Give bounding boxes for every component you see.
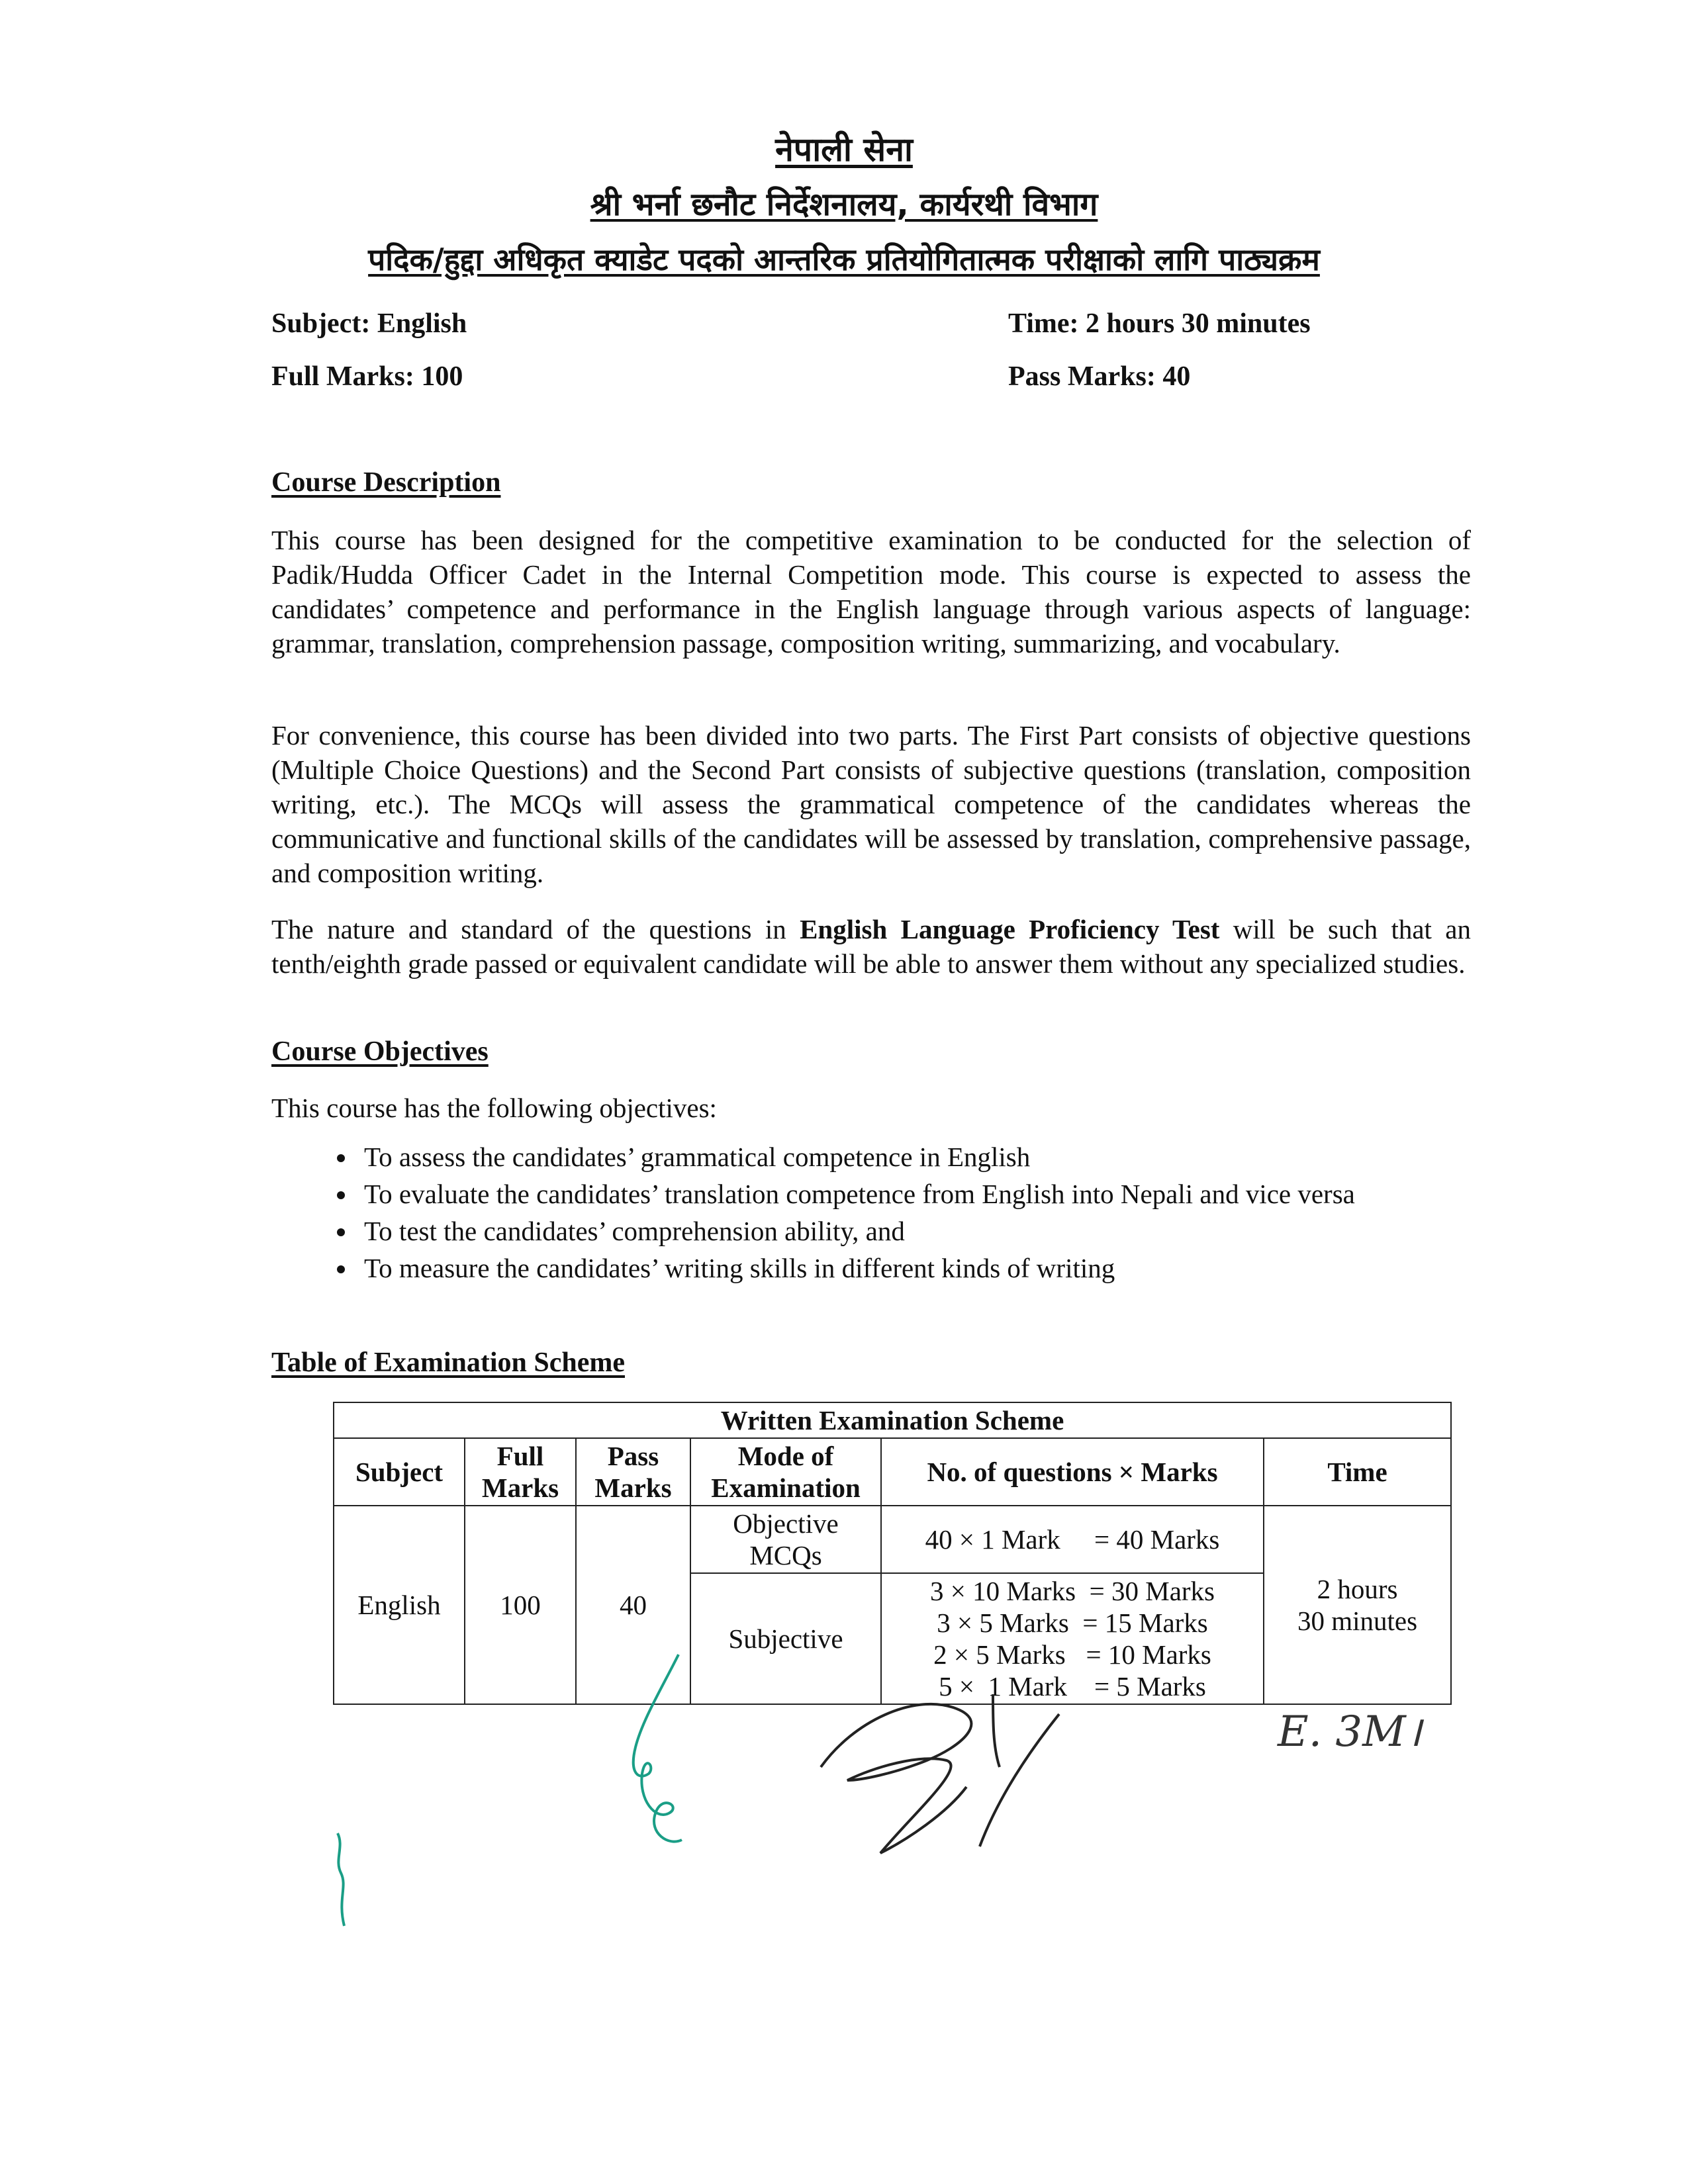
header-line-3: पदिक/हुद्दा अधिकृत क्याडेट पदको आन्तरिक प्रतियोगितात्मक परीक्षाको लागि पाठ्यक्रम xyxy=(368,242,1320,277)
subject-label: Subject: English xyxy=(271,308,467,339)
p3-bold: English Language Proficiency Test xyxy=(800,914,1220,944)
cell-time xyxy=(1264,1506,1451,1704)
course-objectives-title: Course Objectives xyxy=(271,1036,489,1067)
cell-objective-1: Objective xyxy=(733,1508,839,1539)
objective-item: • To test the candidates’ comprehension ability, and xyxy=(357,1212,1496,1250)
signature-green xyxy=(616,1648,728,1866)
objectives-list xyxy=(311,1138,1496,1287)
full-marks-label: Full Marks: 100 xyxy=(271,361,463,392)
time-label: Time: 2 hours 30 minutes xyxy=(1008,308,1311,339)
exam-scheme-table xyxy=(333,1402,1452,1705)
subjective-marks-line: 3 × 5 Marks = 15 Marks xyxy=(937,1608,1208,1638)
header-mode xyxy=(690,1438,881,1506)
cell-objective-2: MCQs xyxy=(749,1540,822,1570)
subjective-marks-line: 3 × 10 Marks = 30 Marks xyxy=(929,1576,1215,1606)
header-subject: Subject xyxy=(334,1438,465,1506)
subjective-marks-line: 2 × 5 Marks = 10 Marks xyxy=(933,1639,1211,1670)
p3-end: will be such that an tenth/eighth grade passed or equivalent candidate will be able to answer them without any specialized studies. xyxy=(271,914,1471,979)
header-questions: No. of questions × Marks xyxy=(881,1438,1264,1506)
header-line-1: नेपाली सेना xyxy=(775,130,913,169)
objective-item: • To assess the candidates’ grammatical competence in English xyxy=(357,1138,1496,1175)
description-paragraph-3 xyxy=(271,912,1471,981)
header-pass-marks xyxy=(576,1438,690,1506)
cell-subjective: Subjective xyxy=(690,1573,881,1704)
cell-objective xyxy=(690,1506,881,1573)
signature-small-green xyxy=(324,1827,364,1933)
cell-pass-marks: 40 xyxy=(576,1506,690,1704)
header-line-2: श्री भर्ना छनौट निर्देशनालय, कार्यरथी विभाग xyxy=(590,186,1098,223)
description-paragraph-1: This course has been designed for the competitive examination to be conducted for the selection of Padik/Hudda Officer Cadet in the Internal Competition mode. This course is expected to assess the candidates’ competence and performance in the English language through various aspects of language: grammar, translation, comprehension passage, composition writing, summarizing, and vocabulary. xyxy=(271,525,1471,659)
header-full-marks-1: Full xyxy=(496,1441,544,1471)
p3-start: The nature and standard of the questions in xyxy=(271,914,800,944)
header-full-marks-2: Marks xyxy=(481,1473,559,1503)
header-pass-marks-2: Marks xyxy=(594,1473,672,1503)
header-time: Time xyxy=(1264,1438,1451,1506)
header-full-marks xyxy=(465,1438,576,1506)
description-paragraph-2: For convenience, this course has been divided into two parts. The First Part consists of objective questions (Multiple Choice Questions) and the Second Part consists of subjective questions (translation, composition writing, etc.). The MCQs will assess the grammatical competence of the candidates whereas the communicative and functional skills of the candidates will be assessed by translation, comprehensive passage, and composition writing. xyxy=(271,720,1471,888)
header-mode-2: Examination xyxy=(711,1473,861,1503)
cell-time-2: 30 minutes xyxy=(1297,1606,1418,1636)
objectives-intro: This course has the following objectives: xyxy=(271,1093,717,1123)
cell-subject: English xyxy=(334,1506,465,1704)
course-description-title: Course Description xyxy=(271,467,501,498)
objective-item: • To evaluate the candidates’ translation competence from English into Nepali and vice versa xyxy=(357,1175,1496,1212)
cell-full-marks: 100 xyxy=(465,1506,576,1704)
header-pass-marks-1: Pass xyxy=(607,1441,659,1471)
objective-item: • To measure the candidates’ writing skills in different kinds of writing xyxy=(357,1250,1496,1287)
subjective-marks-line: 5 × 1 Mark = 5 Marks xyxy=(939,1671,1206,1702)
cell-time-1: 2 hours xyxy=(1317,1574,1398,1604)
table-title: Written Examination Scheme xyxy=(334,1402,1451,1438)
signature-dark xyxy=(794,1681,1092,1880)
pass-marks-label: Pass Marks: 40 xyxy=(1008,361,1191,392)
exam-scheme-title: Table of Examination Scheme xyxy=(271,1347,625,1378)
cell-objective-marks: 40 × 1 Mark = 40 Marks xyxy=(881,1506,1264,1573)
header-mode-1: Mode of xyxy=(737,1441,834,1471)
handwritten-initials: E. 3M। xyxy=(1278,1707,1422,1756)
